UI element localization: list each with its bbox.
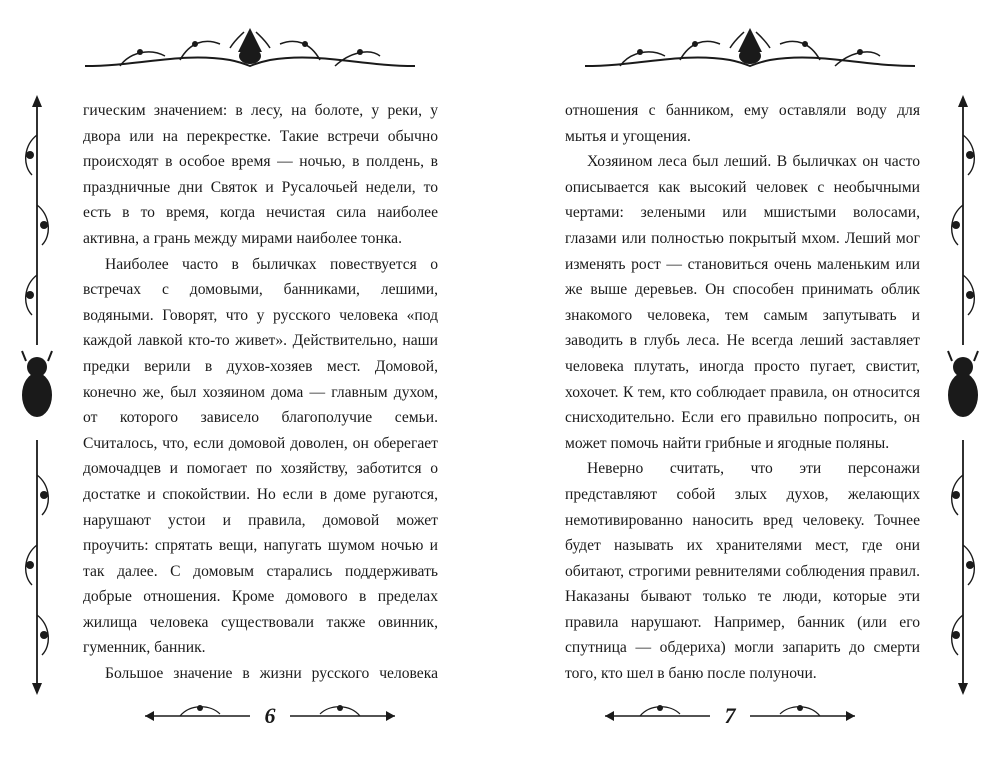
side-vine-ornament <box>12 95 62 695</box>
right-page <box>500 0 1000 768</box>
page-number: 7 <box>724 703 736 728</box>
paragraph: гическим значением: в лесу, на болоте, у реки, у двора или на перекрестке. Такие встречи обычно происходят в особое время — ночью, в полдень, в праздничные дни Святок и Русалочьей недели, то есть в то время, когда нечистая сила наиболее активна, а грань между мирами наиболее тонка. <box>83 102 438 247</box>
paragraph: Наиболее часто в быличках повествуется о встречах с домовыми, банниками, лешими, водяными. Говорят, что у русского человека «под каждой лавкой кто-то живет». Действительно, наши предки верили в духов-хозяев мест. Домовой, конечно же, был хозяином дома — главным духом, от которого зависело благополучие семьи. Считалось, что, если домовой доволен, он оберегает домочадцев и помогает по хозяйству, заботится о достатке и спокойствии. Но если в доме ругаются, нарушают устои и правила, домовой может проучить: спрятать вещи, напугать шумом ночью и так далее. С домовым старались поддерживать добрые отношения. Кроме домового в пределах жилища человека существовали также овинник, гуменник, банник. <box>83 255 438 657</box>
top-floral-ornament <box>80 22 420 80</box>
side-vine-ornament <box>938 95 988 695</box>
paragraph: Большое значение в жизни русского человека <box>105 665 438 683</box>
paragraph <box>565 687 920 688</box>
page-footer <box>600 696 860 736</box>
page-footer <box>140 696 400 736</box>
top-floral-ornament <box>580 22 920 80</box>
page-number: 6 <box>264 703 276 728</box>
paragraph: отношения с банником, ему оставляли воду для мытья и угощения. <box>565 102 920 145</box>
paragraph: Хозяином леса был леший. В быличках он часто описывается как высокий человек с необычными чертами: зелеными или мшистыми волосами, глазами или полностью покрытый мхом. Леший мог изменять рост — становиться очень маленьким или же выше деревьев. Он способен принимать облик знакомого человека, тем самым запутывать и заводить в глубь леса. Не всегда леший заставляет человека плутать, иногда просто пугает, свистит, хохочет. К тем, кто соблюдает правила, он относится снисходительно. Если его правильно попросить, он может помочь найти грибные и ягодные поляны. <box>565 153 920 452</box>
paragraph: Неверно считать, что эти персонажи представляют собой злых духов, желающих немотивированно наносить вред человеку. Точнее будет называть их хранителями мест, где они обитают, строгими ревнителями соблюдения правил. Наказаны бывают только те люди, которые эти правила нарушают. Например, банник (или его спутница — обдериха) могли запарить до смерти того, кто шел в баню после полуночи. <box>565 460 920 683</box>
body-text <box>565 98 920 688</box>
body-text <box>83 98 438 688</box>
